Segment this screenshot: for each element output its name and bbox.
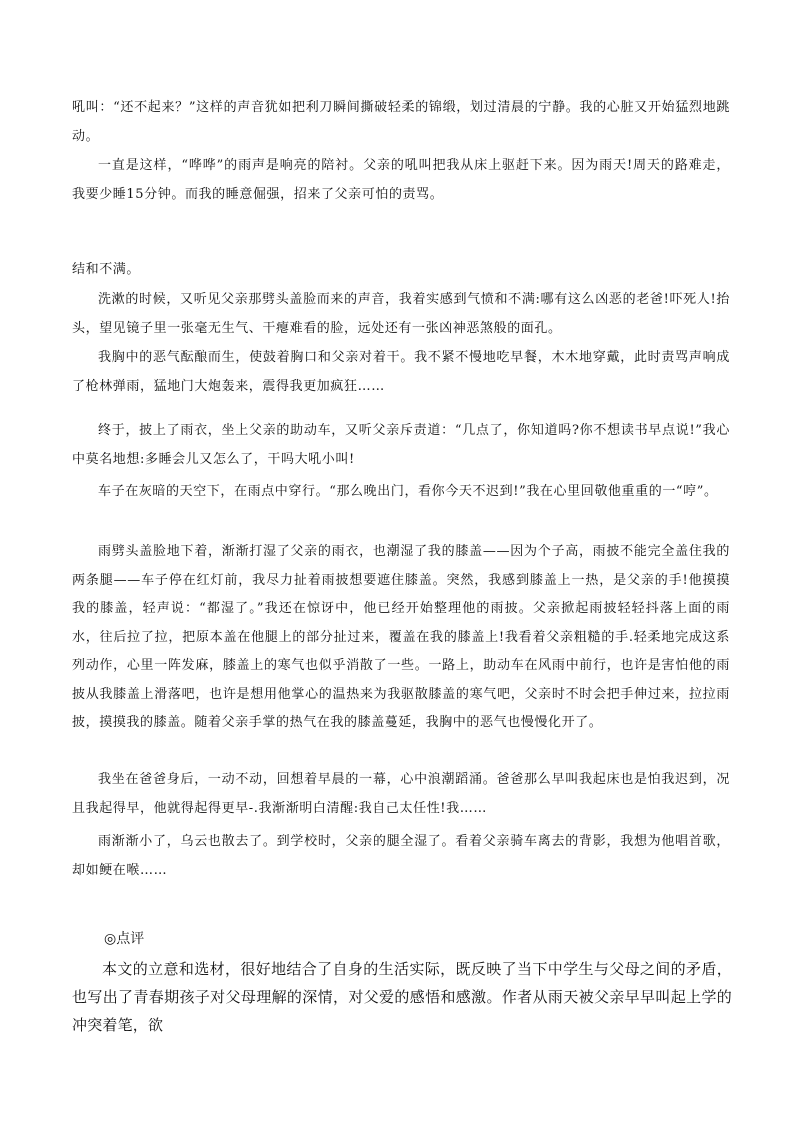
- story-paragraph-7: 车子在灰暗的天空下，在雨点中穿行。“那么晚出门，看你今天不迟到!”我在心里回敬他重重的一“哼”。: [98, 484, 718, 499]
- story-paragraph-3: 结和不满。: [72, 262, 141, 277]
- story-paragraph-9: 我坐在爸爸身后，一动不动，回想着早晨的一幕，心中浪潮蹈涌。爸爸那么早叫我起床也是怕我迟到，况且我起得早，他就得起得更早-.我渐渐明白清醒:我自己太任性!我……: [72, 772, 730, 816]
- review-heading: ◎点评: [104, 931, 145, 947]
- story-paragraph-2: 一直是这样，“哗哗”的雨声是响亮的陪衬。父亲的吼叫把我从床上驱赶下来。因为雨天!周天的路难走，我要少睡15分钟。而我的睡意倔强，招来了父亲可怕的责骂。: [72, 158, 730, 202]
- story-paragraph-5: 我胸中的恶气酝酿而生，使鼓着胸口和父亲对着干。我不紧不慢地吃早餐，木木地穿戴，此时责骂声响成了枪林弹雨，猛地门大炮轰来，震得我更加疯狂……: [72, 350, 730, 394]
- story-paragraph-4: 洗漱的时候，又听见父亲那劈头盖脸而来的声音，我着实感到气愤和不满:哪有这么凶恶的老爸!吓死人!抬头，望见镜子里一张毫无生气、干瘪难看的脸，远处还有一张凶神恶煞般的面孔。: [72, 292, 730, 336]
- story-paragraph-6: 终于，披上了雨衣，坐上父亲的助动车，又听父亲斥责道：“几点了，你知道吗?你不想读书早点说!”我心中莫名地想:多睡会儿又怎么了，干吗大吼小叫!: [72, 423, 730, 467]
- story-paragraph-10: 雨渐渐小了，乌云也散去了。到学校时，父亲的腿全湿了。看着父亲骑车离去的背影，我想为他唱首歌，却如鲠在喉……: [72, 834, 730, 878]
- story-paragraph-8: 雨劈头盖脸地下着，渐渐打湿了父亲的雨衣，也潮湿了我的膝盖——因为个子高，雨披不能完全盖住我的两条腿——车子停在红灯前，我尽力扯着雨披想要遮住膝盖。突然，我感到膝盖上一热，是父亲的手!他摸摸我的膝盖，轻声说：“都湿了。”我还在惊讶中，他已经开始整理他的雨披。父亲掀起雨披轻轻抖落上面的雨水，往后拉了拉，把原本盖在他腿上的部分扯过来，覆盖在我的膝盖上!我看着父亲粗糙的手.轻柔地完成这系列动作，心里一阵发麻，膝盖上的寒气也似乎消散了一些。一路上，助动车在风雨中前行，也许是害怕他的雨披从我膝盖上滑落吧，也许是想用他掌心的温热来为我驱散膝盖的寒气吧，父亲时不时会把手伸过来，拉拉雨披，摸摸我的膝盖。随着父亲手掌的热气在我的膝盖蔓延，我胸中的恶气也慢慢化开了。: [72, 544, 730, 730]
- story-paragraph-1: 吼叫：“还不起来？”这样的声音犹如把利刀瞬间撕破轻柔的锦缎，划过清晨的宁静。我的心脏又开始猛烈地跳动。: [72, 100, 730, 144]
- review-paragraph: 本文的立意和选材，很好地结合了自身的生活实际，既反映了当下中学生与父母之间的矛盾，也写出了青春期孩子对父母理解的深情，对父爱的感悟和感激。作者从雨天被父亲早早叫起上学的冲突着笔，欲: [72, 960, 732, 1034]
